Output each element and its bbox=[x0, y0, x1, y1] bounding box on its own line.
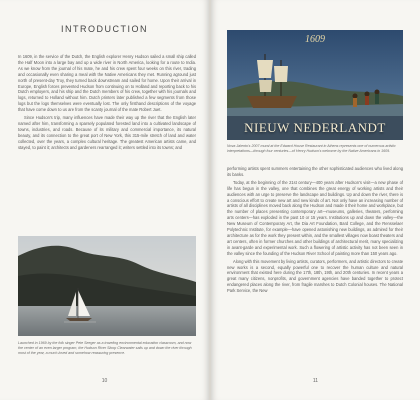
right-paragraph: Today, at the beginning of the 21st century—400 years after Hudson's visit—a new phase of life has begun in the valley, one that combines the great energy of working artists and their audiences with an urge to preserve the landscape and buildings. Up and down the river, there is a conscious effort to create new art and new kinds of art. Not only have an increasing number of artists of all disciplines moved back along the Hudson and made it their home and workplace, but the number of places presenting contemporary art—museums, galleries, theaters, performing arts centers—has exploded in the past 10 or 15 years. Institutions up and down the valley—the New Museum of Contemporary Art, the Dia Art Foundation, Bard College, and the Rensselaer Polytechnic Institute, for example—have opened astonishing new buildings, as admired for their architecture as for the work they present within, and the smallest villages now boast theaters and art centers, often in former churches and other buildings of architectural merit, many specializing in avant-garde and experimental work. Such a flowering of artistic activity has not been seen in the valley since the founding of the Hudson River School of painting more than 150 years ago. bbox=[227, 179, 403, 256]
sloop-photo bbox=[18, 236, 196, 336]
poster-year: 1609 bbox=[305, 34, 325, 45]
chapter-title: INTRODUCTION bbox=[61, 24, 148, 34]
poster-title: NIEUW NEDERLANDT bbox=[244, 120, 386, 135]
page-number: 11 bbox=[312, 378, 319, 384]
page-number: 10 bbox=[101, 378, 108, 384]
left-page bbox=[0, 0, 209, 400]
mural-poster bbox=[227, 30, 403, 140]
right-body-text bbox=[227, 166, 403, 380]
right-paragraph: Along with this movement by living artists, curators, performers, and artistic directors to create new works is a second, equally powerful one to recover the human culture and natural environment that existed here during the 17th, 18th, 19th, and 20th centuries. In recent years a great many citizens, nonprofits, and government agencies have banded together to protect endangered places along the river, from fragile marshes to Dutch Colonial houses. The National Park Service, the New bbox=[227, 258, 403, 294]
right-page bbox=[211, 0, 420, 400]
left-paragraph: In 1609, in the service of the Dutch, the English explorer Henry Hudson sailed a small ship called the Half Moon into a large bay and up a wide river in North America, looking for a route to India. As we know from the journal of his mate, he and his crew spent four weeks on this river, trading and occasionally even sharing a meal with the Native Americans they met. Running aground just north of present-day Troy, they turned back downstream and sailed for home. Upon their arrival in Europe, English forces prevented Hudson from continuing on to Holland and reporting back to his Dutch employers, and his ship and the Dutch members of his crew, together with his journals and logs, returned to Holland without him. Dutch printers later published a few segments from those logs but the logs themselves were eventually lost. The only firsthand descriptions of the voyage that have come down to us are from the scanty journal of the mate Robert Juet. bbox=[18, 54, 196, 113]
left-body-text bbox=[18, 54, 196, 224]
mural-caption: Nova Jalento's 2007 mural at the Edward House Restaurant in Athens represents one of numerous artistic interpretations—through four centuries—of Henry Hudson's welcome by the Native Americans in 1609. bbox=[227, 144, 396, 153]
photo-caption: Launched in 1969 by the folk singer Pete Seeger as a traveling environmental education classroom, and now the center of an even larger program, the Hudson River Sloop Clearwater sails up and down the river through most of the year, a much-loved and somehow reassuring presence. bbox=[18, 341, 192, 355]
right-paragraph: performing artists spent summers entertaining the other sophisticated audiences who lived along its banks. bbox=[227, 166, 403, 177]
sloop-photo-image bbox=[18, 236, 196, 336]
left-paragraph: Since Hudson's trip, many influences have made their way up the river that the English later named after him, transforming a sparsely populated forested land into a cultivated landscape of towns, industries, and roads. Because of its military and commercial importance, its natural beauty, and its connection to the great port of New York, this 315-mile stretch of land and water collected, over the years, a complex cultural heritage. The greatest American artists came, and stayed, to paint it; architects and gardeners rearranged it; writers settled into its towns; and bbox=[18, 115, 196, 150]
